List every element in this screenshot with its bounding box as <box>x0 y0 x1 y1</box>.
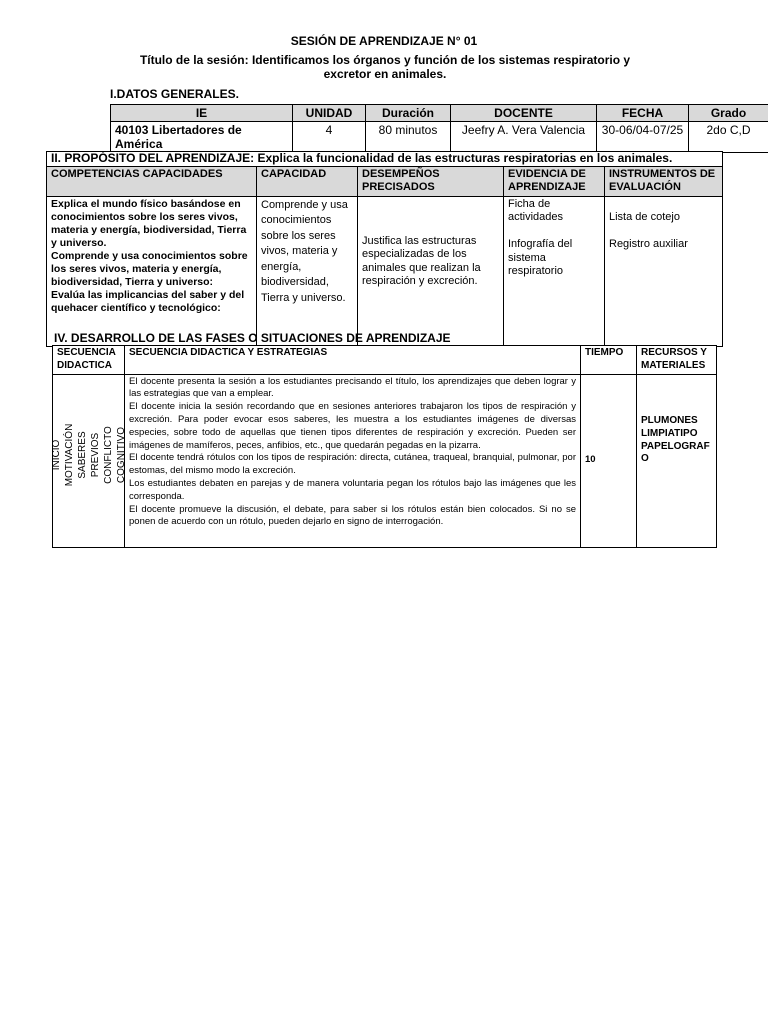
docente-value: Jeefry A. Vera Valencia <box>451 122 597 153</box>
unidad-value: 4 <box>293 122 366 153</box>
ie-value: 40103 Libertadores de América <box>111 122 293 153</box>
col-docente: DOCENTE <box>451 105 597 122</box>
evidencia-cell: Ficha de actividades Infografía del sistema respiratorio <box>504 196 605 346</box>
col-tiempo: TIEMPO <box>581 346 637 375</box>
datos-generales-table <box>110 104 768 153</box>
estrategias-cell: El docente presenta la sesión a los estudiantes precisando el título, los aprendizajes que deben lograr y las estrategias que van a emplear. El docente inicia la sesión recordando que en sesiones anteriores trabajaron los tipos de respiración y excreción. Para poder evocar esos saberes, les muestra a los estudiantes imágenes de diversas especies, sobre todo de aquellas que tienen tipos diferentes de respiración y excreción. Pueden ser imágenes de mamíferos, peces, anfibios, etc., que quedarán pegadas en la pizarra. El docente tendrá rótulos con los tipos de respiración: directa, cutánea, traqueal, branquial, pulmonar, por estomas, del mismo modo la excreción. Los estudiantes debaten en parejas y de manera voluntaria pegan los rótulos bajo las imágenes que les corresponda. El docente promueve la discusión, el debate, para saber si los rótulos están bien colocados. Si no se ponen de acuerdo con un rótulo, pueden dejarlo en signo de interrogación. <box>125 374 581 547</box>
section-desarrollo: IV. DESARROLLO DE LAS FASES O SITUACIONES DE APRENDIZAJE <box>54 331 451 345</box>
proposito-heading: II. PROPÓSITO DEL APRENDIZAJE: Explica la funcionalidad de las estructuras respiratorias en los animales. <box>47 152 723 167</box>
duracion-value: 80 minutos <box>366 122 451 153</box>
recursos-cell: PLUMONES LIMPIATIPO PAPELOGRAF O <box>641 415 710 465</box>
competencias-cell: Explica el mundo físico basándose en conocimientos sobre los seres vivos, materia y energía, biodiversidad, Tierra y universo. Comprende y usa conocimientos sobre los seres vivos, materia y energía, biodiversidad, Tierra y universo: Evalúa las implicancias del saber y del quehacer científico y tecnológico: <box>47 196 257 346</box>
instrumentos-cell: Lista de cotejo Registro auxiliar <box>605 196 723 346</box>
col-capacidad: CAPACIDAD <box>257 166 358 196</box>
col-recursos: RECURSOS Y MATERIALES <box>637 346 717 375</box>
desarrollo-table <box>52 345 717 548</box>
section-datos-generales: I.DATOS GENERALES. <box>110 87 239 101</box>
col-fecha: FECHA <box>597 105 689 122</box>
grado-value: 2do C,D <box>689 122 768 153</box>
col-competencias: COMPETENCIAS CAPACIDADES <box>47 166 257 196</box>
col-secuencia: SECUENCIA DIDACTICA <box>53 346 125 375</box>
col-duracion: Duración <box>366 105 451 122</box>
fase-inicio-label: INICIO MOTIVACIÓN SABERES PREVIOS CONFLICTO COGNITIVO <box>50 423 127 486</box>
col-grado: Grado <box>689 105 768 122</box>
desempenos-cell: Justifica las estructuras especializadas de los animales que realizan la respiración y excreción. <box>358 196 504 346</box>
tiempo-cell: 10 <box>585 454 596 466</box>
col-instrumentos: INSTRUMENTOS DE EVALUACIÓN <box>605 166 723 196</box>
fecha-value: 30-06/04-07/25 <box>597 122 689 153</box>
session-title: Título de la sesión: Identificamos los órganos y función de los sistemas respiratorio y excretor en animales. <box>139 53 631 81</box>
col-desempenos: DESEMPEÑOS PRECISADOS <box>358 166 504 196</box>
col-unidad: UNIDAD <box>293 105 366 122</box>
capacidad-cell: Comprende y usa conocimientos sobre los seres vivos, materia y energía, biodiversidad, Tierra y universo. <box>257 196 358 346</box>
col-ie: IE <box>111 105 293 122</box>
proposito-table <box>46 151 723 347</box>
col-estrategias: SECUENCIA DIDACTICA Y ESTRATEGIAS <box>125 346 581 375</box>
page-title: SESIÓN DE APRENDIZAJE N° 01 <box>290 34 478 48</box>
col-evidencia: EVIDENCIA DE APRENDIZAJE <box>504 166 605 196</box>
